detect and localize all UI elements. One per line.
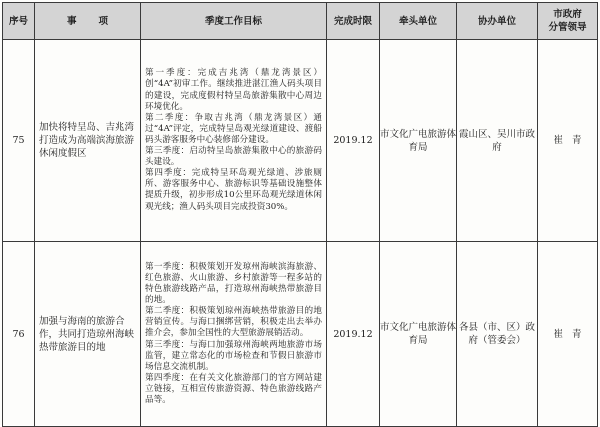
row-deadline: 2019.12	[327, 242, 380, 427]
header-assist: 协办单位	[457, 3, 538, 40]
goal-q4: 第四季度：完成特呈环岛观光绿道、涉旅厕所、游客服务中心、旅游标识等基础设施整体提质升级，初步形成10公里环岛观光绿道休闲观光线；渔人码头项目完成投资30%。	[145, 168, 322, 212]
row-leader: 崔青	[538, 40, 598, 242]
table-row	[3, 40, 598, 242]
row-assist: 霞山区、吴川市政府	[457, 40, 538, 242]
header-leader	[538, 3, 598, 40]
goal-q2: 第二季度：积极策划琼州海峡热带旅游目的地营销宣传。与海口捆绑营销，积极走出去举办推介会，参加全国性的大型旅游展销活动。	[145, 306, 322, 339]
goal-q4: 第四季度：在有关文化旅游部门的官方网站建立链接，互相宣传旅游资源、特色旅游线路产品等。	[145, 372, 322, 406]
work-plan-table	[2, 2, 598, 427]
header-leader-line1: 市政府	[553, 9, 582, 20]
row-leader: 崔青	[538, 242, 598, 427]
row-item: 加强与海南的旅游合作，共同打造琼州海峡热带旅游目的地	[35, 242, 141, 427]
row-deadline: 2019.12	[327, 40, 380, 242]
row-goals	[141, 242, 327, 427]
goal-q3: 第三季度：与海口加强琼州海峡两地旅游市场监管，建立常态化的市场检查和节假日旅游市场信息交流机制。	[145, 339, 322, 372]
row-seq: 75	[3, 40, 35, 242]
row-goals	[141, 40, 327, 242]
row-lead: 市文化广电旅游体育局	[380, 242, 457, 427]
row-lead: 市文化广电旅游体育局	[380, 40, 457, 242]
header-item: 事项	[35, 3, 141, 40]
goal-q1: 第一季度：积极策划开发琼州海峡滨海旅游、红色旅游、火山旅游、乡村旅游等一程多站的特色旅游线路产品，打造琼州海峡热带旅游目的地。	[145, 261, 322, 306]
goal-q2: 第二季度：争取吉兆湾（鼎龙湾景区）通过“4A”评定，完成特呈岛观光绿道建设、渡船码头游客服务中心装修部分建设。	[145, 112, 322, 145]
header-deadline: 完成时限	[327, 3, 380, 40]
goal-q1: 第一季度：完成吉兆湾（鼎龙湾景区）创“4A”初审工作。继续推进湛江渔人码头项目的建设，完成度假村特呈岛旅游集散中心周边环境优化。	[145, 68, 322, 112]
header-lead: 牵头单位	[380, 3, 457, 40]
header-leader-line2: 分管领导	[548, 22, 587, 33]
header-goals: 季度工作目标	[141, 3, 327, 40]
header-row	[3, 3, 598, 40]
goal-q3: 第三季度：启动特呈岛旅游集散中心的旅游码头建设。	[145, 146, 322, 168]
header-seq: 序号	[3, 3, 35, 40]
row-seq: 76	[3, 242, 35, 427]
row-assist: 各县（市、区）政府（管委会）	[457, 242, 538, 427]
row-item: 加快将特呈岛、吉兆湾打造成为高端滨海旅游休闲度假区	[35, 40, 141, 242]
table-row	[3, 242, 598, 427]
